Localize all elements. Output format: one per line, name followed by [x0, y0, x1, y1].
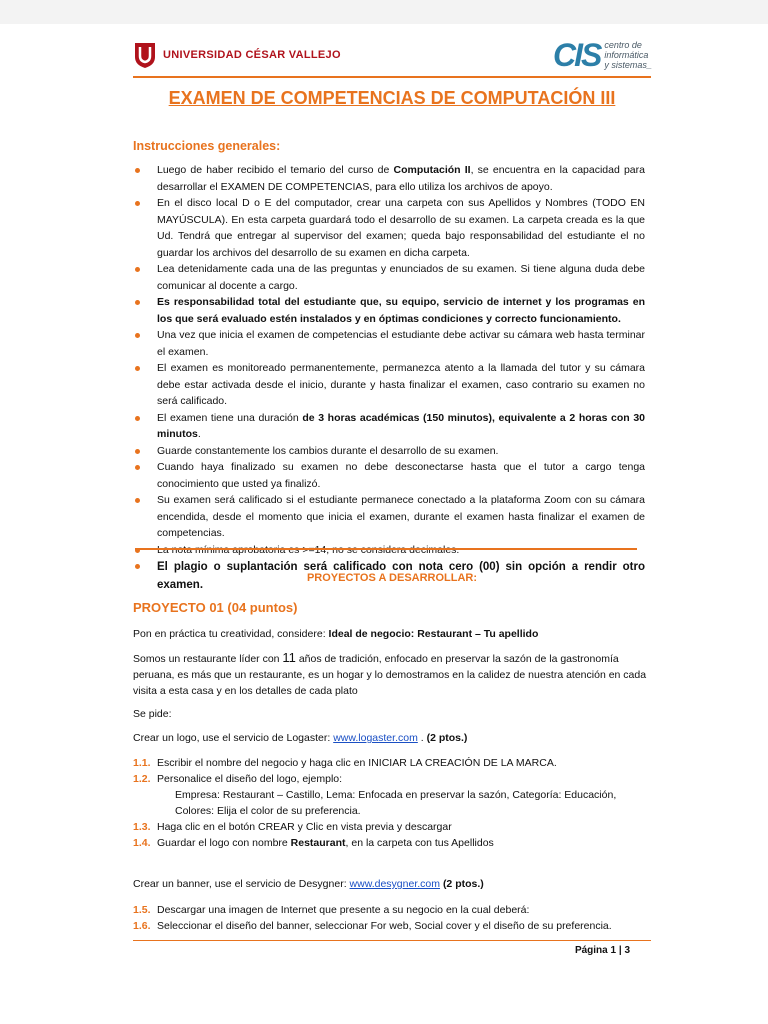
- list-item: En el disco local D o E del computador, crear una carpeta con sus Apellidos y Nombres (TODO EN MAYÚSCULA). En esta carpeta guardará todo el desarrollo de su examen. La carpeta creada es la que Ud. Tendrá que entregar al supervisor del examen; queda bajo responsabilidad del estudiante el no guardar los archivos del desarrollo de su examen en dicha carpeta.: [133, 195, 645, 261]
- ucv-name: UNIVERSIDAD CÉSAR VALLEJO: [163, 49, 341, 61]
- project-intro: Pon en práctica tu creatividad, considere: Ideal de negocio: Restaurant – Tu apellido: [133, 628, 539, 640]
- logaster-link[interactable]: www.logaster.com: [333, 732, 418, 744]
- instructions-list: [133, 162, 645, 594]
- step-1-6: 1.6. Seleccionar el diseño del banner, seleccionar For web, Social cover y el diseño de su preferencia.: [133, 920, 612, 932]
- step-1-1: 1.1. Escribir el nombre del negocio y haga clic en INICIAR LA CREACIÓN DE LA MARCA.: [133, 757, 557, 769]
- cis-subtitle: centro de informática y sistemas_: [604, 40, 652, 70]
- document-page: [0, 24, 768, 1024]
- se-pide: Se pide:: [133, 708, 172, 720]
- list-item: Cuando haya finalizado su examen no debe desconectarse hasta que el tutor a cargo tenga conocimiento que usted ya finalizó.: [133, 459, 645, 492]
- step-1-2-detail: Empresa: Restaurant – Castillo, Lema: Enfocada en preservar la sazón, Categoría: Educación, Colores: Elija el color de su preferencia.: [175, 789, 617, 817]
- step-1-2: 1.2. Personalice el diseño del logo, ejemplo:: [133, 773, 343, 785]
- list-item: El examen tiene una duración de 3 horas académicas (150 minutos), equivalente a 2 horas con 30 minutos.: [133, 410, 645, 443]
- step-1-5: 1.5. Descargar una imagen de Internet que presente a su negocio en la cual deberá:: [133, 904, 530, 916]
- document-title: EXAMEN DE COMPETENCIAS DE COMPUTACIÓN III: [168, 88, 616, 108]
- section-divider: [135, 548, 637, 550]
- ucv-logo: [133, 41, 341, 69]
- list-item-plagiarism: El plagio o suplantación será calificado con nota cero (00) sin opción a rendir otro examen.: [133, 558, 645, 594]
- list-item: Guarde constantemente los cambios durante el desarrollo de su examen.: [133, 443, 645, 460]
- list-item: El examen es monitoreado permanentemente, permanezca atento a la llamada del tutor y su cámara debe estar activada desde el inicio, durante y hasta finalizar el examen, caso contrario su examen no será calificado.: [133, 360, 645, 410]
- projects-heading: PROYECTOS A DESARROLLAR:: [306, 572, 478, 584]
- logo-task: Crear un logo, use el servicio de Logaster: www.logaster.com . (2 ptos.): [133, 732, 468, 744]
- list-item: Luego de haber recibido el temario del curso de Computación II, se encuentra en la capacidad para desarrollar el EXAMEN DE COMPETENCIAS, para ello utiliza los archivos de apoyo.: [133, 162, 645, 195]
- step-1-3: 1.3. Haga clic en el botón CREAR y Clic en vista previa y descargar: [133, 821, 452, 833]
- cis-mark: CIS: [553, 37, 601, 73]
- footer-divider: [133, 940, 651, 941]
- header-divider: [133, 76, 651, 78]
- list-item: Es responsabilidad total del estudiante que, su equipo, servicio de internet y los programas en los que será evaluado estén instalados y en óptimas condiciones y correcto funcionamiento.: [133, 294, 645, 327]
- list-item: Su examen será calificado si el estudiante permanece conectado a la plataforma Zoom con su cámara encendida, desde el momento que inicia el examen, durante el examen hasta finalizar el examen de competencias.: [133, 492, 645, 542]
- project1-title: PROYECTO 01 (04 puntos): [133, 600, 298, 615]
- list-item: Lea detenidamente cada una de las preguntas y enunciados de su examen. Si tiene alguna duda debe comunicar al docente a cargo.: [133, 261, 645, 294]
- page-number: Página 1 | 3: [574, 945, 630, 956]
- cis-logo: [553, 37, 652, 73]
- list-item: Una vez que inicia el examen de competencias el estudiante debe activar su cámara web hasta terminar el examen.: [133, 327, 645, 360]
- banner-task: Crear un banner, use el servicio de Desygner: www.desygner.com (2 ptos.): [133, 878, 484, 890]
- list-item: La nota mínima aprobatoria es >=14, no se considera decimales.: [133, 542, 645, 559]
- step-1-4: 1.4. Guardar el logo con nombre Restaurant, en la carpeta con tus Apellidos: [133, 837, 494, 849]
- ucv-shield-icon: [133, 41, 157, 69]
- project-description: Somos un restaurante líder con 11 años de tradición, enfocado en preservar la sazón de la gastronomía peruana, es más que un restaurante, es un hogar y lo demostramos en la calidez de nuestra atención en cada visita a esta casa y en los detalles de cada plato: [133, 650, 647, 697]
- instructions-heading: Instrucciones generales:: [133, 139, 281, 153]
- desygner-link[interactable]: www.desygner.com: [349, 878, 441, 890]
